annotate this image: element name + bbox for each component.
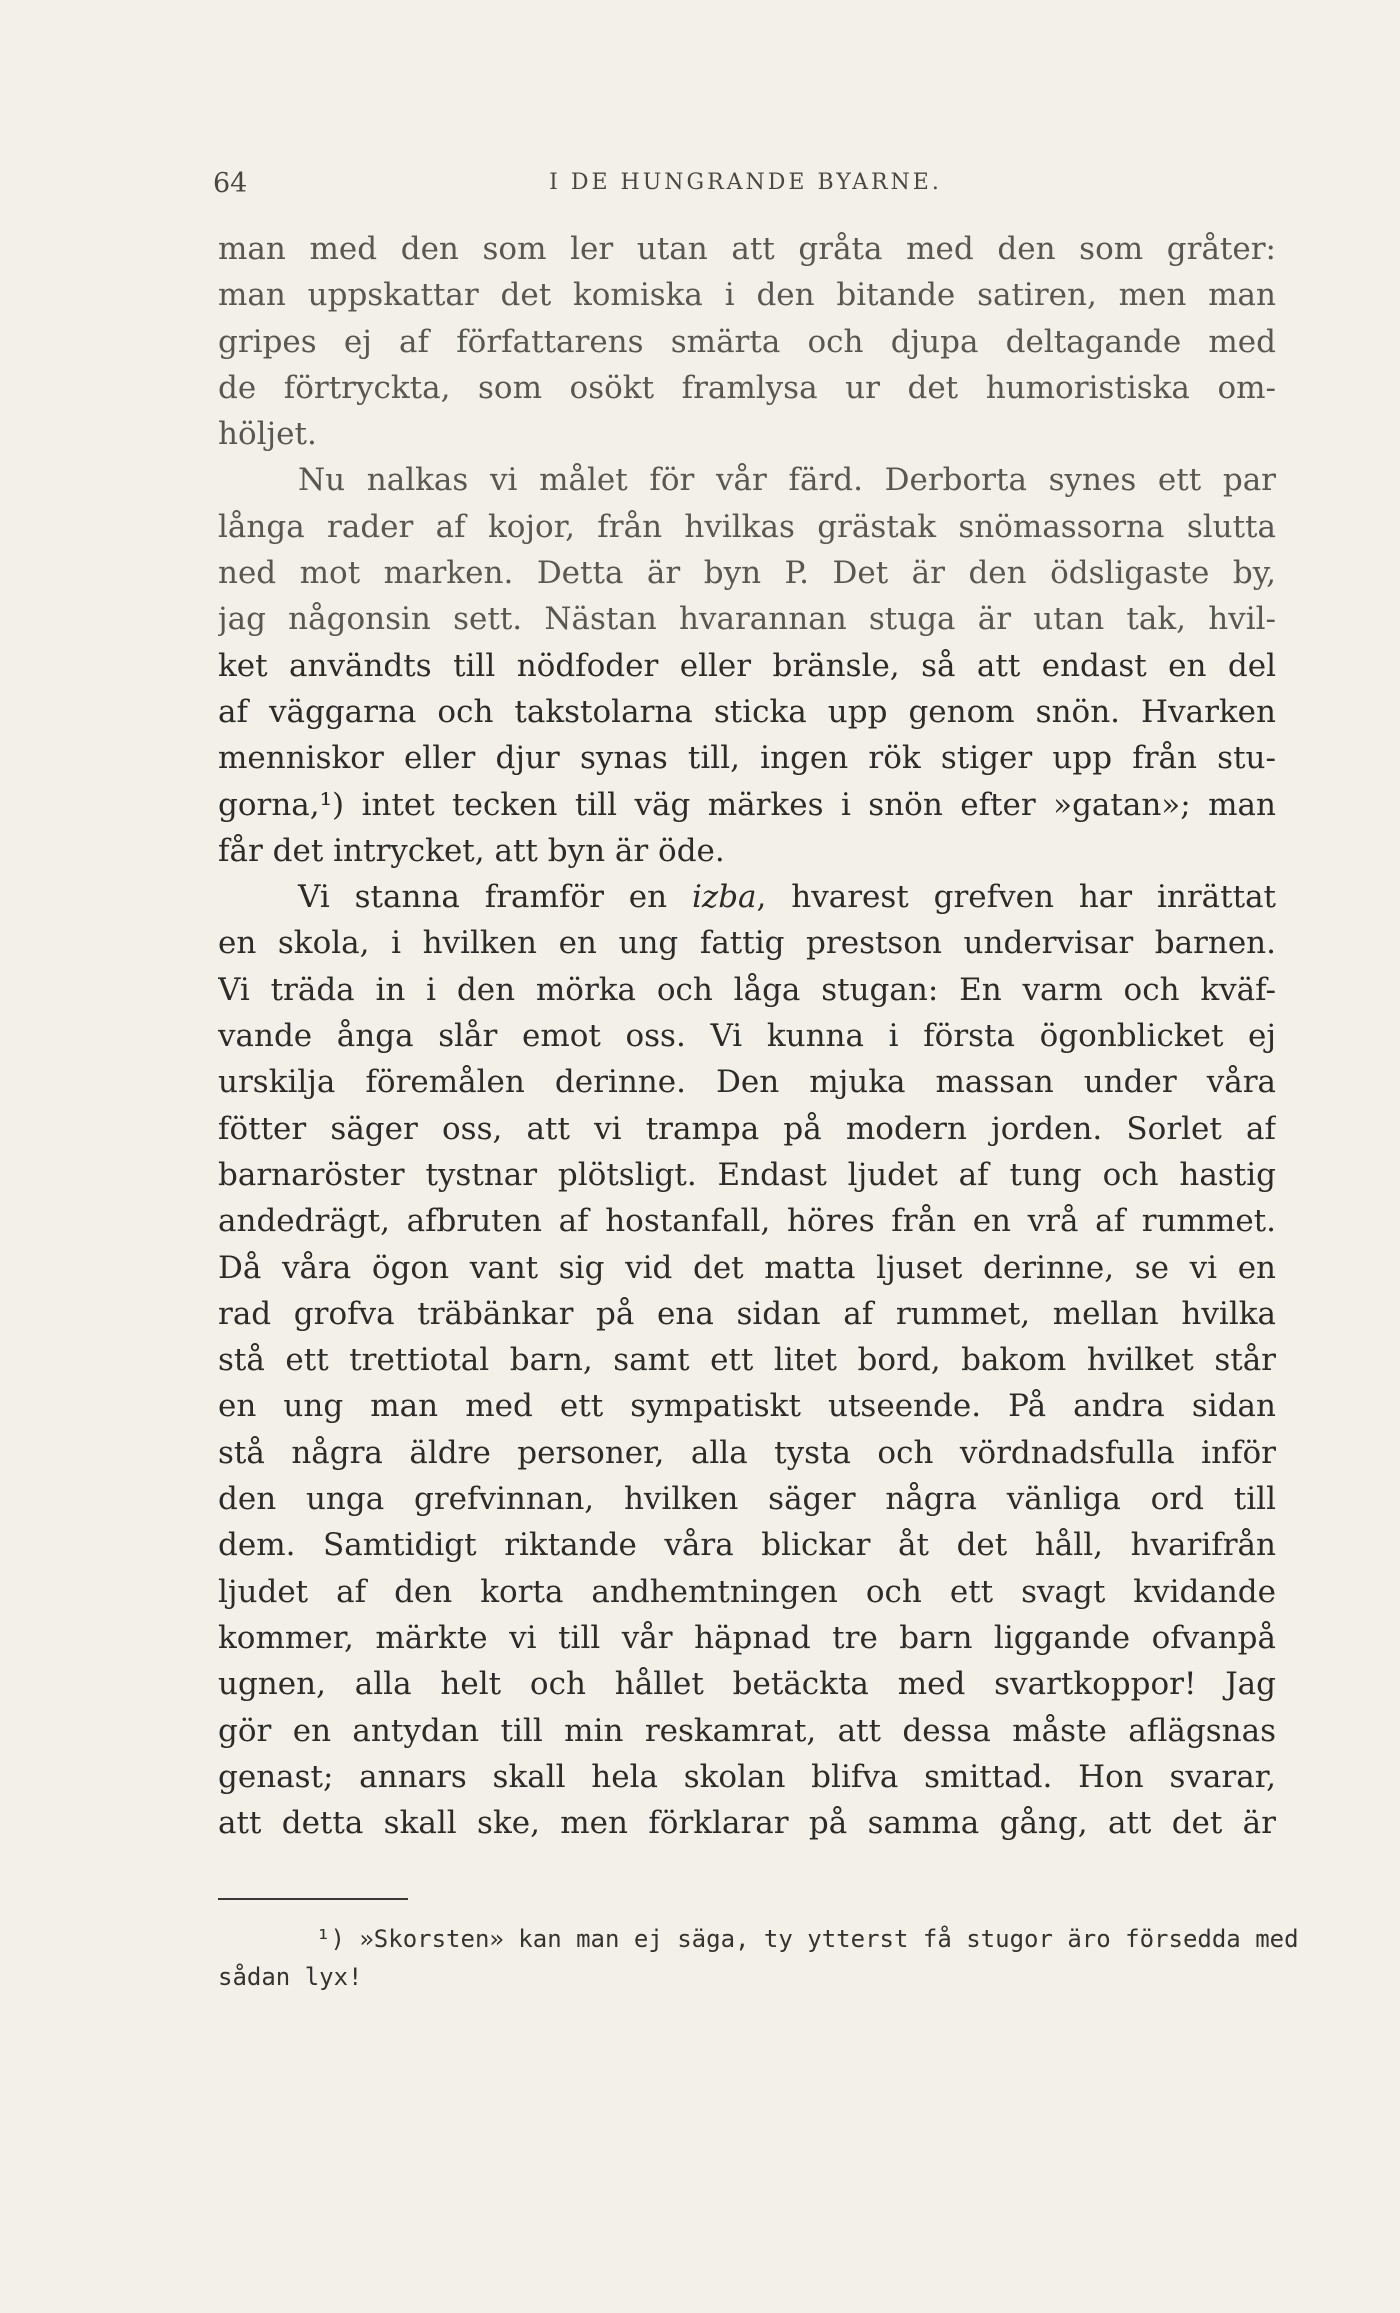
italic-word: izba [691, 879, 757, 916]
text-line: af väggarna och takstolarna sticka upp genom snön. Hvarken [218, 693, 1276, 730]
text-line: kommer, märkte vi till vår häpnad tre barn liggande ofvanpå [218, 1619, 1276, 1656]
text-line: ugnen, alla helt och hållet betäckta med svartkoppor! Jag [218, 1666, 1276, 1703]
text-line: att detta skall ske, men förklarar på samma gång, att det är [218, 1805, 1276, 1842]
text-line: höljet. [218, 416, 317, 453]
text-line: en ung man med ett sympatiskt utseende. På andra sidan [218, 1388, 1276, 1425]
page-number: 64 [213, 168, 248, 199]
text-line: man med den som ler utan att gråta med den som gråter: [218, 231, 1276, 267]
text-line: rad grofva träbänkar på ena sidan af rummet, mellan hvilka [218, 1295, 1276, 1332]
text-line: den unga grefvinnan, hvilken säger några vänliga ord till [218, 1481, 1276, 1518]
footnote-line: sådan lyx! [218, 1963, 363, 1991]
text-line: Vi stanna framför en izba, hvarest grefven har inrättat [298, 879, 1276, 916]
text-line: ljudet af den korta andhemtningen och ett svagt kvidande [218, 1573, 1276, 1610]
footnote-divider [218, 1898, 408, 1900]
text-line: stå några äldre personer, alla tysta och vördnadsfulla inför [218, 1434, 1276, 1471]
text-line: ket användts till nödfoder eller bränsle, så att endast en del [218, 647, 1276, 684]
text-line: man uppskattar det komiska i den bitande satiren, men man [218, 277, 1276, 314]
text-line: jag någonsin sett. Nästan hvarannan stuga är utan tak, hvil- [218, 601, 1276, 638]
text-line: Vi träda in i den mörka och låga stugan: En varm och kväf- [218, 971, 1276, 1008]
text-line: menniskor eller djur synas till, ingen rök stiger upp från stu- [218, 740, 1276, 777]
text-line: dem. Samtidigt riktande våra blickar åt det håll, hvarifrån [218, 1527, 1276, 1564]
footnotes [218, 1920, 1299, 1996]
text-line: ned mot marken. Detta är byn P. Det är den ödsligaste by, [218, 555, 1276, 592]
text-line: urskilja föremålen derinne. Den mjuka massan under våra [218, 1064, 1276, 1101]
text-line: stå ett trettiotal barn, samt ett litet bord, bakom hvilket står [218, 1342, 1276, 1379]
footnote-line: ¹) »Skorsten» kan man ej säga, ty ytterst få stugor äro försedda med [316, 1925, 1299, 1953]
running-head: I DE HUNGRANDE BYARNE. [549, 170, 942, 195]
text-line: Nu nalkas vi målet för vår färd. Derborta synes ett par [298, 462, 1276, 499]
text-line: andedrägt, afbruten af hostanfall, höres från en vrå af rummet. [218, 1203, 1276, 1240]
text-line: Då våra ögon vant sig vid det matta ljuset derinne, se vi en [218, 1249, 1276, 1286]
page-header [213, 168, 1278, 208]
text-line: långa rader af kojor, från hvilkas grästak snömassorna slutta [218, 508, 1276, 545]
text-line: barnaröster tystnar plötsligt. Endast ljudet af tung och hastig [218, 1156, 1276, 1193]
text-line: de förtryckta, som osökt framlysa ur det humoristiska om- [218, 369, 1276, 406]
text-line: vande ånga slår emot oss. Vi kunna i första ögonblicket ej [218, 1018, 1276, 1055]
text-line: fötter säger oss, att vi trampa på modern jorden. Sorlet af [218, 1110, 1276, 1147]
text-line: gör en antydan till min reskamrat, att dessa måste aflägsnas [218, 1712, 1276, 1749]
text-line: gorna,¹) intet tecken till väg märkes i snön efter »gatan»; man [218, 786, 1276, 823]
text-line: gripes ej af författarens smärta och djupa deltagande med [218, 323, 1276, 360]
body-text [218, 226, 1276, 1846]
text-line: får det intrycket, att byn är öde. [218, 832, 725, 869]
text-line: en skola, i hvilken en ung fattig prestson undervisar barnen. [218, 925, 1276, 962]
text-line: genast; annars skall hela skolan blifva smittad. Hon svarar, [218, 1758, 1276, 1795]
